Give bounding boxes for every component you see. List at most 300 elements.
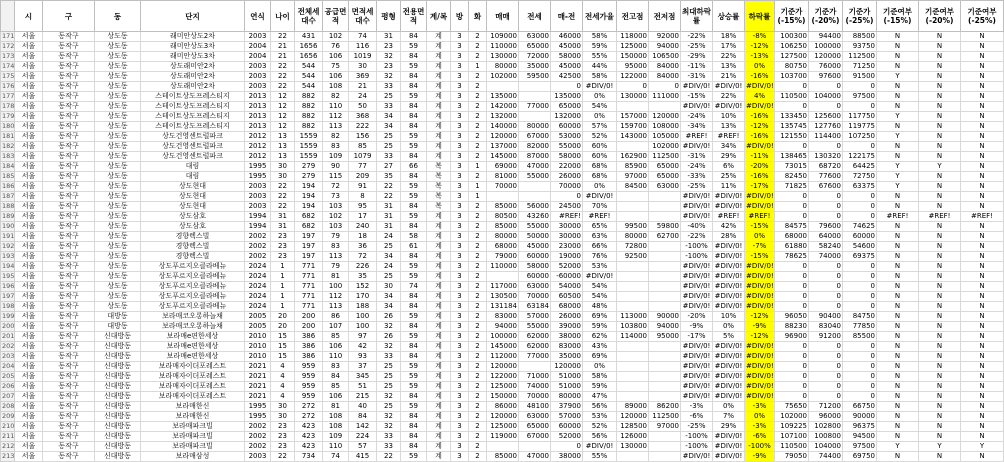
table-cell[interactable]: 58 xyxy=(401,232,427,242)
table-cell[interactable]: 3 xyxy=(451,312,469,322)
table-cell[interactable]: 25 xyxy=(377,402,401,412)
table-cell[interactable]: 상도동 xyxy=(95,62,141,72)
table-cell[interactable]: N xyxy=(919,392,961,402)
table-cell[interactable]: 140000 xyxy=(487,122,519,132)
table-cell[interactable]: 135000 xyxy=(487,92,519,102)
table-cell[interactable]: 86200 xyxy=(649,402,681,412)
column-header[interactable]: 전용면적 xyxy=(401,1,427,32)
table-cell[interactable]: 91200 xyxy=(809,332,843,342)
row-header[interactable]: 192 xyxy=(2,242,15,250)
table-cell[interactable]: #REF! xyxy=(583,212,617,222)
table-cell[interactable]: 2003 xyxy=(245,72,271,82)
table-cell[interactable]: 5% xyxy=(713,332,745,342)
table-cell[interactable]: 2024 xyxy=(245,282,271,292)
table-cell[interactable]: 53000 xyxy=(551,132,583,142)
table-cell[interactable]: -60000 xyxy=(551,272,583,282)
table-cell[interactable]: N xyxy=(919,432,961,442)
table-cell[interactable]: 29% xyxy=(713,422,745,432)
table-cell[interactable]: 81 xyxy=(323,402,349,412)
table-cell[interactable]: 서울 xyxy=(15,162,43,172)
table-cell[interactable]: 112 xyxy=(323,292,349,302)
table-cell[interactable]: 계 xyxy=(427,402,451,412)
table-cell[interactable]: 1 xyxy=(469,162,487,172)
table-cell[interactable]: 3 xyxy=(451,402,469,412)
table-cell[interactable]: #DIV/0! xyxy=(681,82,713,92)
table-cell[interactable]: N xyxy=(919,192,961,202)
table-cell[interactable]: 2012 xyxy=(245,132,271,142)
table-cell[interactable]: 108 xyxy=(323,82,349,92)
table-cell[interactable]: 431 xyxy=(295,32,323,42)
table-cell[interactable]: N xyxy=(961,292,1004,302)
table-cell[interactable]: N xyxy=(919,352,961,362)
table-cell[interactable]: 0 xyxy=(843,142,877,152)
table-cell[interactable]: 369 xyxy=(349,72,377,82)
table-cell[interactable]: 상도동 xyxy=(95,242,141,252)
table-cell[interactable]: 65000 xyxy=(551,102,583,112)
table-cell[interactable]: 계 xyxy=(427,62,451,72)
table-cell[interactable]: 84 xyxy=(401,102,427,112)
table-cell[interactable] xyxy=(617,372,649,382)
table-cell[interactable]: 54% xyxy=(583,292,617,302)
table-cell[interactable]: #DIV/0! xyxy=(713,82,745,92)
table-cell[interactable]: 67000 xyxy=(519,432,551,442)
row-header[interactable]: 171 xyxy=(2,32,15,40)
table-cell[interactable]: #DIV/0! xyxy=(746,272,774,280)
row-header[interactable]: 177 xyxy=(2,92,15,100)
table-cell[interactable]: 서울 xyxy=(15,102,43,112)
table-cell[interactable]: N xyxy=(919,272,961,282)
table-cell[interactable]: 110 xyxy=(323,352,349,362)
table-cell[interactable]: 59% xyxy=(583,322,617,332)
table-cell[interactable]: 계 xyxy=(427,32,451,42)
table-cell[interactable]: 84 xyxy=(401,72,427,82)
table-cell[interactable]: 23 xyxy=(271,232,295,242)
table-cell[interactable]: 1 xyxy=(469,62,487,72)
table-cell[interactable]: 80750 xyxy=(775,62,809,72)
table-cell[interactable]: 0 xyxy=(775,212,809,222)
table-cell[interactable]: N xyxy=(919,112,961,122)
table-cell[interactable]: 2 xyxy=(469,272,487,282)
table-cell[interactable]: -31% xyxy=(681,72,713,82)
table-cell[interactable]: 125000 xyxy=(487,382,519,392)
table-cell[interactable]: 서울 xyxy=(15,202,43,212)
table-cell[interactable]: 34 xyxy=(377,122,401,132)
row-header[interactable]: 189 xyxy=(2,212,15,220)
table-cell[interactable]: 0 xyxy=(843,342,877,352)
table-cell[interactable]: 112500 xyxy=(843,52,877,62)
table-cell[interactable]: 70% xyxy=(583,202,617,212)
table-cell[interactable]: 서울 xyxy=(15,212,43,222)
table-cell[interactable]: 63% xyxy=(583,232,617,242)
table-cell[interactable]: 22% xyxy=(713,92,745,102)
table-cell[interactable]: 상도동 xyxy=(95,172,141,182)
table-cell[interactable]: 95 xyxy=(349,202,377,212)
table-cell[interactable]: 동작구 xyxy=(43,442,95,452)
table-cell[interactable]: 33 xyxy=(377,102,401,112)
table-cell[interactable]: 34 xyxy=(377,252,401,262)
table-cell[interactable]: 143000 xyxy=(617,132,649,142)
table-cell[interactable] xyxy=(649,342,681,352)
table-cell[interactable]: 117750 xyxy=(843,112,877,122)
table-cell[interactable]: 서울 xyxy=(15,82,43,92)
table-cell[interactable]: 85000 xyxy=(487,452,519,462)
table-cell[interactable]: 11% xyxy=(713,182,745,192)
table-cell[interactable]: 77 xyxy=(349,162,377,172)
row-header[interactable]: 180 xyxy=(2,122,15,130)
table-cell[interactable]: 79000 xyxy=(487,252,519,262)
table-cell[interactable]: 60500 xyxy=(551,292,583,302)
table-cell[interactable]: -100% xyxy=(681,242,713,252)
table-cell[interactable]: 61 xyxy=(401,242,427,252)
table-cell[interactable]: 2 xyxy=(469,362,487,372)
table-cell[interactable] xyxy=(649,392,681,402)
table-cell[interactable]: N xyxy=(961,392,1004,402)
table-cell[interactable]: 3 xyxy=(451,72,469,82)
table-cell[interactable]: 66750 xyxy=(843,402,877,412)
table-cell[interactable]: 3 xyxy=(451,282,469,292)
table-cell[interactable]: 22 xyxy=(377,182,401,192)
table-cell[interactable]: 3 xyxy=(451,192,469,202)
table-cell[interactable]: 0% xyxy=(583,362,617,372)
table-cell[interactable]: 22 xyxy=(271,192,295,202)
table-cell[interactable]: 386 xyxy=(295,332,323,342)
table-cell[interactable]: 69375 xyxy=(843,252,877,262)
table-cell[interactable]: 2 xyxy=(469,142,487,152)
table-cell[interactable]: 상도동 xyxy=(95,222,141,232)
table-cell[interactable]: 90000 xyxy=(843,412,877,422)
table-cell[interactable]: 보라매파크빌 xyxy=(141,422,245,432)
table-cell[interactable]: #DIV/0! xyxy=(713,242,745,252)
row-header[interactable]: 204 xyxy=(2,362,15,370)
table-cell[interactable]: 114400 xyxy=(809,132,843,142)
table-cell[interactable]: N xyxy=(877,412,919,422)
table-cell[interactable]: 서울 xyxy=(15,72,43,82)
row-header[interactable]: 186 xyxy=(2,182,15,190)
table-cell[interactable]: 224 xyxy=(349,432,377,442)
table-cell[interactable]: 135745 xyxy=(775,122,809,132)
table-cell[interactable]: 30 xyxy=(377,282,401,292)
table-cell[interactable]: 3 xyxy=(451,62,469,72)
table-cell[interactable]: 119000 xyxy=(487,432,519,442)
table-cell[interactable]: 734 xyxy=(295,452,323,462)
table-cell[interactable]: N xyxy=(961,232,1004,242)
table-cell[interactable]: 112000 xyxy=(487,352,519,362)
table-cell[interactable]: 3 xyxy=(451,412,469,422)
table-cell[interactable]: N xyxy=(961,342,1004,352)
table-cell[interactable]: 동작구 xyxy=(43,392,95,402)
table-cell[interactable]: 74000 xyxy=(809,252,843,262)
row-header[interactable]: 187 xyxy=(2,192,15,200)
table-cell[interactable]: 서울 xyxy=(15,232,43,242)
table-cell[interactable]: N xyxy=(919,72,961,82)
table-cell[interactable]: 3 xyxy=(451,112,469,122)
table-cell[interactable]: 상도동 xyxy=(95,162,141,172)
table-cell[interactable]: 882 xyxy=(295,122,323,132)
table-cell[interactable]: 23000 xyxy=(551,242,583,252)
table-cell[interactable]: 74 xyxy=(323,452,349,462)
table-cell[interactable]: 30 xyxy=(271,412,295,422)
table-cell[interactable]: 3 xyxy=(451,322,469,332)
table-cell[interactable]: 서울 xyxy=(15,152,43,162)
table-cell[interactable]: N xyxy=(877,262,919,272)
table-cell[interactable]: 106250 xyxy=(775,42,809,52)
table-cell[interactable]: 경향렉스빌 xyxy=(141,252,245,262)
table-cell[interactable]: 13% xyxy=(713,62,745,72)
table-cell[interactable]: 47000 xyxy=(519,452,551,462)
table-cell[interactable]: 상도푸르지오클라베뉴 xyxy=(141,272,245,282)
table-cell[interactable]: 35000 xyxy=(551,352,583,362)
table-cell[interactable]: 75 xyxy=(323,62,349,72)
table-cell[interactable]: 423 xyxy=(295,442,323,452)
table-cell[interactable]: 3 xyxy=(451,122,469,132)
table-cell[interactable]: 209 xyxy=(349,172,377,182)
table-cell[interactable]: N xyxy=(877,32,919,42)
table-cell[interactable]: -11% xyxy=(681,62,713,72)
table-cell[interactable]: 30 xyxy=(271,402,295,412)
table-cell[interactable]: 0 xyxy=(809,192,843,202)
table-cell[interactable]: 0 xyxy=(809,392,843,402)
table-cell[interactable]: 0 xyxy=(843,362,877,372)
table-cell[interactable]: 2013 xyxy=(245,102,271,112)
row-header[interactable]: 209 xyxy=(2,412,15,420)
table-cell[interactable]: -40% xyxy=(681,222,713,232)
table-cell[interactable]: 동작구 xyxy=(43,172,95,182)
table-cell[interactable]: 58000 xyxy=(551,52,583,62)
table-cell[interactable]: 0 xyxy=(843,282,877,292)
table-cell[interactable]: 2 xyxy=(469,102,487,112)
row-header[interactable]: 174 xyxy=(2,62,15,70)
table-cell[interactable]: 59 xyxy=(401,312,427,322)
table-cell[interactable]: 0% xyxy=(583,112,617,122)
table-cell[interactable]: 31 xyxy=(271,222,295,232)
table-cell[interactable]: 보라매파크빌 xyxy=(141,442,245,452)
table-cell[interactable]: N xyxy=(877,82,919,92)
column-header[interactable]: 면적세대수 xyxy=(349,1,377,32)
table-cell[interactable]: 97600 xyxy=(809,72,843,82)
table-cell[interactable]: 1559 xyxy=(295,142,323,152)
table-cell[interactable]: 77000 xyxy=(519,352,551,362)
table-cell[interactable]: N xyxy=(919,282,961,292)
table-cell[interactable]: 80500 xyxy=(487,212,519,222)
table-cell[interactable] xyxy=(617,382,649,392)
table-cell[interactable]: 2021 xyxy=(245,362,271,372)
table-cell[interactable]: 동작구 xyxy=(43,422,95,432)
table-cell[interactable]: 1995 xyxy=(245,162,271,172)
table-cell[interactable]: 0% xyxy=(745,62,775,72)
table-cell[interactable]: N xyxy=(961,272,1004,282)
table-cell[interactable]: 84 xyxy=(401,52,427,62)
table-cell[interactable]: -16% xyxy=(745,112,775,122)
table-cell[interactable]: 59 xyxy=(401,372,427,382)
table-cell[interactable]: 서울 xyxy=(15,442,43,452)
table-cell[interactable]: N xyxy=(961,112,1004,122)
table-cell[interactable]: 45000 xyxy=(551,42,583,52)
table-cell[interactable]: 상도동 xyxy=(95,72,141,82)
table-cell[interactable]: 18% xyxy=(713,32,745,42)
table-cell[interactable]: N xyxy=(919,252,961,262)
table-cell[interactable]: 97000 xyxy=(617,172,649,182)
table-cell[interactable]: N xyxy=(961,222,1004,232)
table-cell[interactable]: N xyxy=(919,42,961,52)
table-cell[interactable]: N xyxy=(961,302,1004,312)
table-cell[interactable]: #DIV/0! xyxy=(583,192,617,202)
table-cell[interactable]: -25% xyxy=(681,42,713,52)
column-header[interactable]: 연식 xyxy=(245,1,271,32)
table-cell[interactable]: 동작구 xyxy=(43,282,95,292)
table-cell[interactable]: 3 xyxy=(451,372,469,382)
table-cell[interactable]: N xyxy=(961,382,1004,392)
table-cell[interactable]: 97000 xyxy=(649,422,681,432)
table-cell[interactable]: N xyxy=(919,172,961,182)
table-cell[interactable]: 226 xyxy=(349,262,377,272)
table-cell[interactable]: 67000 xyxy=(519,132,551,142)
table-cell[interactable]: 80000 xyxy=(551,392,583,402)
table-cell[interactable]: 계 xyxy=(427,312,451,322)
table-cell[interactable]: N xyxy=(961,42,1004,52)
table-cell[interactable]: 2004 xyxy=(245,42,271,52)
table-cell[interactable]: N xyxy=(919,262,961,272)
table-cell[interactable]: 137000 xyxy=(487,142,519,152)
table-cell[interactable]: 77600 xyxy=(809,172,843,182)
table-cell[interactable]: 신대방동 xyxy=(95,342,141,352)
table-cell[interactable] xyxy=(519,82,551,92)
table-cell[interactable]: 계 xyxy=(427,132,451,142)
table-cell[interactable]: 200 xyxy=(295,312,323,322)
table-cell[interactable]: N xyxy=(961,162,1004,172)
table-cell[interactable]: N xyxy=(877,42,919,52)
table-cell[interactable]: 2010 xyxy=(245,332,271,342)
table-cell[interactable]: N xyxy=(877,372,919,382)
table-cell[interactable]: N xyxy=(877,272,919,282)
table-cell[interactable]: 7% xyxy=(713,412,745,422)
table-cell[interactable]: 1995 xyxy=(245,172,271,182)
table-cell[interactable]: 30 xyxy=(349,62,377,72)
table-cell[interactable]: 0 xyxy=(809,302,843,312)
column-header[interactable]: 전체세대수 xyxy=(295,1,323,32)
table-cell[interactable]: 84 xyxy=(401,252,427,262)
table-cell[interactable]: N xyxy=(877,432,919,442)
table-cell[interactable]: 59500 xyxy=(519,72,551,82)
table-cell[interactable] xyxy=(617,102,649,112)
table-cell[interactable]: 서울 xyxy=(15,252,43,262)
table-cell[interactable]: 58% xyxy=(583,72,617,82)
table-cell[interactable]: 3 xyxy=(451,382,469,392)
table-cell[interactable]: 10% xyxy=(713,112,745,122)
row-header[interactable]: 210 xyxy=(2,422,15,430)
table-cell[interactable]: #DIV/0! xyxy=(681,262,713,272)
table-cell[interactable]: 188 xyxy=(349,302,377,312)
table-cell[interactable]: 2 xyxy=(469,82,487,92)
table-cell[interactable]: 8 xyxy=(349,192,377,202)
corner-cell[interactable] xyxy=(1,1,15,32)
table-cell[interactable]: N xyxy=(877,62,919,72)
table-cell[interactable]: 94400 xyxy=(809,32,843,42)
table-cell[interactable]: N xyxy=(877,252,919,262)
table-cell[interactable]: 84 xyxy=(401,422,427,432)
table-cell[interactable]: 대방동 xyxy=(95,312,141,322)
table-cell[interactable]: 30000 xyxy=(551,222,583,232)
table-cell[interactable]: N xyxy=(919,222,961,232)
table-cell[interactable]: 0 xyxy=(775,202,809,212)
table-cell[interactable]: 30000 xyxy=(551,232,583,242)
table-cell[interactable]: 109 xyxy=(323,152,349,162)
table-cell[interactable] xyxy=(649,452,681,462)
table-cell[interactable]: 0% xyxy=(745,232,775,242)
row-header[interactable]: 202 xyxy=(2,342,15,350)
table-cell[interactable]: 107 xyxy=(323,322,349,332)
table-cell[interactable]: 77850 xyxy=(843,322,877,332)
table-cell[interactable]: 37900 xyxy=(551,402,583,412)
table-cell[interactable]: 52% xyxy=(583,422,617,432)
table-cell[interactable]: 34% xyxy=(713,142,745,152)
table-cell[interactable]: 상도푸르지오클라베뉴 xyxy=(141,262,245,272)
table-cell[interactable]: 계 xyxy=(427,122,451,132)
table-cell[interactable]: 92500 xyxy=(617,252,649,262)
table-cell[interactable]: 115 xyxy=(323,172,349,182)
table-cell[interactable] xyxy=(519,362,551,372)
table-cell[interactable]: #DIV/0! xyxy=(746,292,774,300)
table-cell[interactable]: -8% xyxy=(745,32,775,42)
table-cell[interactable]: 동작구 xyxy=(43,342,95,352)
table-cell[interactable] xyxy=(617,142,649,152)
table-cell[interactable]: 3 xyxy=(451,392,469,402)
table-cell[interactable]: 26000 xyxy=(551,172,583,182)
table-cell[interactable]: N xyxy=(877,152,919,162)
table-cell[interactable]: Y xyxy=(877,72,919,82)
table-cell[interactable]: 신대방동 xyxy=(95,412,141,422)
table-cell[interactable]: 24 xyxy=(349,92,377,102)
table-cell[interactable]: N xyxy=(961,72,1004,82)
table-cell[interactable]: 63000 xyxy=(649,182,681,192)
table-cell[interactable]: 125600 xyxy=(809,112,843,122)
table-cell[interactable]: 신대방동 xyxy=(95,432,141,442)
table-cell[interactable]: 46000 xyxy=(551,32,583,42)
table-cell[interactable]: 135000 xyxy=(551,92,583,102)
table-cell[interactable]: N xyxy=(919,362,961,372)
table-cell[interactable]: 76% xyxy=(583,252,617,262)
table-cell[interactable]: 31 xyxy=(377,212,401,222)
table-cell[interactable]: 0 xyxy=(551,82,583,92)
table-cell[interactable]: -100% xyxy=(681,252,713,262)
table-cell[interactable]: 110000 xyxy=(487,262,519,272)
table-cell[interactable]: 272 xyxy=(295,402,323,412)
table-cell[interactable]: 보라매e편한세상 xyxy=(141,352,245,362)
table-cell[interactable]: 보라매자이더포레스트 xyxy=(141,362,245,372)
table-cell[interactable]: 97 xyxy=(349,332,377,342)
table-cell[interactable]: N xyxy=(919,182,961,192)
table-cell[interactable]: 85 xyxy=(323,382,349,392)
table-cell[interactable]: 93 xyxy=(349,352,377,362)
table-cell[interactable]: 54% xyxy=(583,102,617,112)
table-cell[interactable]: 2013 xyxy=(245,112,271,122)
table-cell[interactable]: 0 xyxy=(843,82,877,92)
table-cell[interactable]: 38000 xyxy=(551,452,583,462)
table-cell[interactable]: -12% xyxy=(745,332,775,342)
table-cell[interactable]: 959 xyxy=(295,362,323,372)
table-cell[interactable]: -15% xyxy=(745,222,775,232)
table-cell[interactable]: 43260 xyxy=(519,212,551,222)
table-cell[interactable]: 서울 xyxy=(15,52,43,62)
table-cell[interactable]: 60000 xyxy=(551,122,583,132)
table-cell[interactable] xyxy=(519,112,551,122)
table-cell[interactable]: 상도동 xyxy=(95,282,141,292)
table-cell[interactable]: 2002 xyxy=(245,232,271,242)
table-cell[interactable]: 102 xyxy=(323,212,349,222)
table-cell[interactable]: 신대방동 xyxy=(95,442,141,452)
table-cell[interactable]: N xyxy=(961,252,1004,262)
table-cell[interactable]: 60% xyxy=(583,142,617,152)
row-header[interactable]: 185 xyxy=(2,172,15,180)
